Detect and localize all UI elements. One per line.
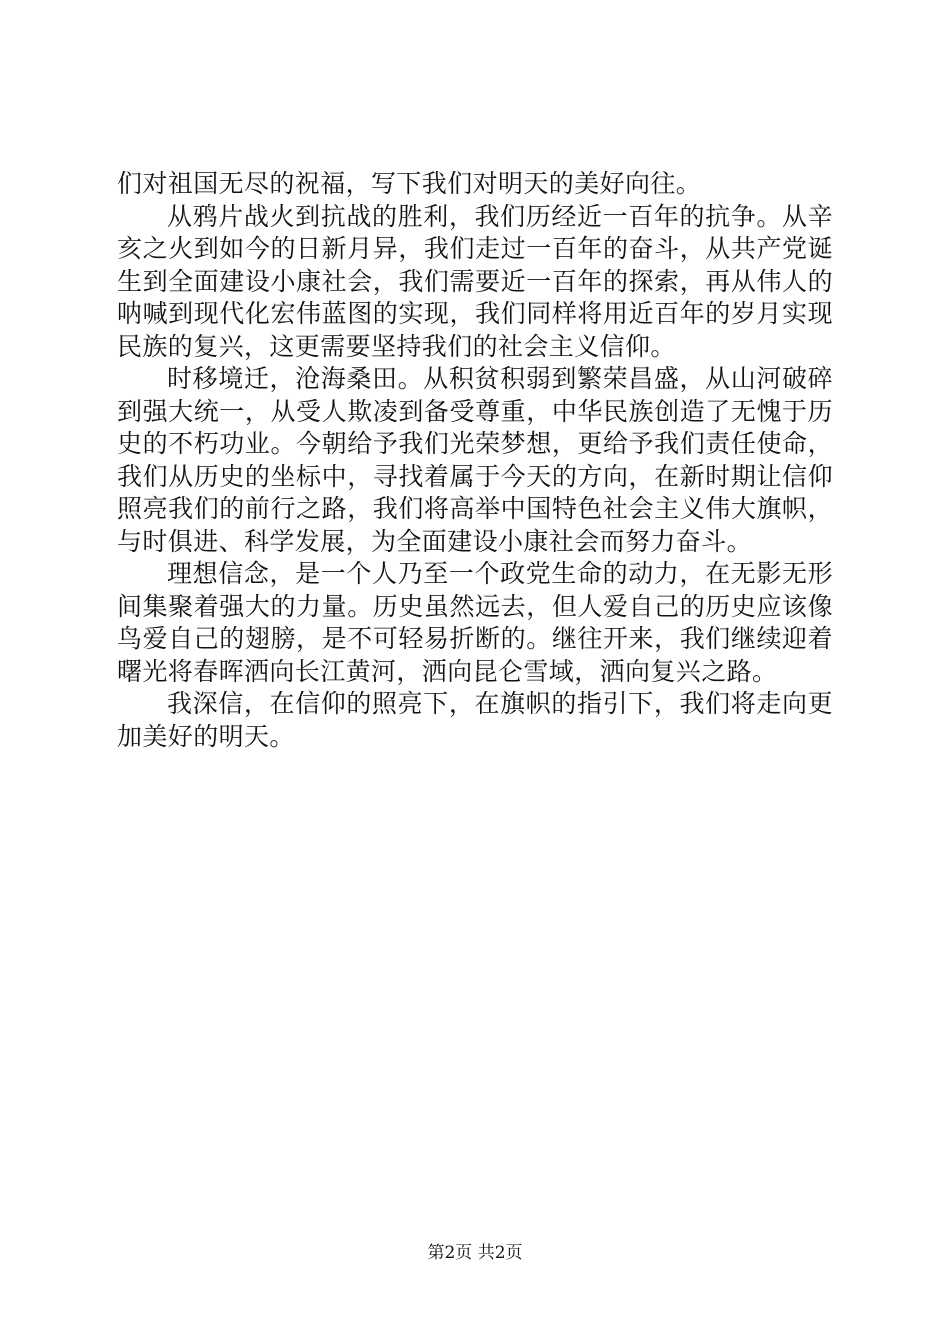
page-footer: [0, 1242, 950, 1264]
paragraph-ideals-belief: 理想信念，是一个人乃至一个政党生命的动力，在无影无形间集聚着强大的力量。历史虽然远去，但人爱自己的历史应该像鸟爱自己的翅膀，是不可轻易折断的。继往开来，我们继续迎着曙光将春晖洒向长江黄河，洒向昆仑雪域，洒向复兴之路。: [117, 559, 833, 686]
page-number-label: 第2页 共2页: [427, 1243, 523, 1263]
paragraph-continuation: 们对祖国无尽的祝福，写下我们对明天的美好向往。: [117, 169, 702, 198]
document-body: [117, 168, 833, 753]
paragraph-times-change: 时移境迁，沧海桑田。从积贫积弱到繁荣昌盛，从山河破碎到强大统一，从受人欺凌到备受尊重，中华民族创造了无愧于历史的不朽功业。今朝给予我们光荣梦想，更给予我们责任使命，我们从历史的坐标中，寻找着属于今天的方向，在新时期让信仰照亮我们的前行之路，我们将高举中国特色社会主义伟大旗帜，与时俱进、科学发展，为全面建设小康社会而努力奋斗。: [117, 364, 833, 556]
paragraph-history-struggle: 从鸦片战火到抗战的胜利，我们历经近一百年的抗争。从辛亥之火到如今的日新月异，我们走过一百年的奋斗，从共产党诞生到全面建设小康社会，我们需要近一百年的探索，再从伟人的呐喊到现代化宏伟蓝图的实现，我们同样将用近百年的岁月实现民族的复兴，这更需要坚持我们的社会主义信仰。: [117, 201, 833, 361]
paragraph-conclusion: 我深信，在信仰的照亮下，在旗帜的指引下，我们将走向更加美好的明天。: [117, 689, 833, 751]
